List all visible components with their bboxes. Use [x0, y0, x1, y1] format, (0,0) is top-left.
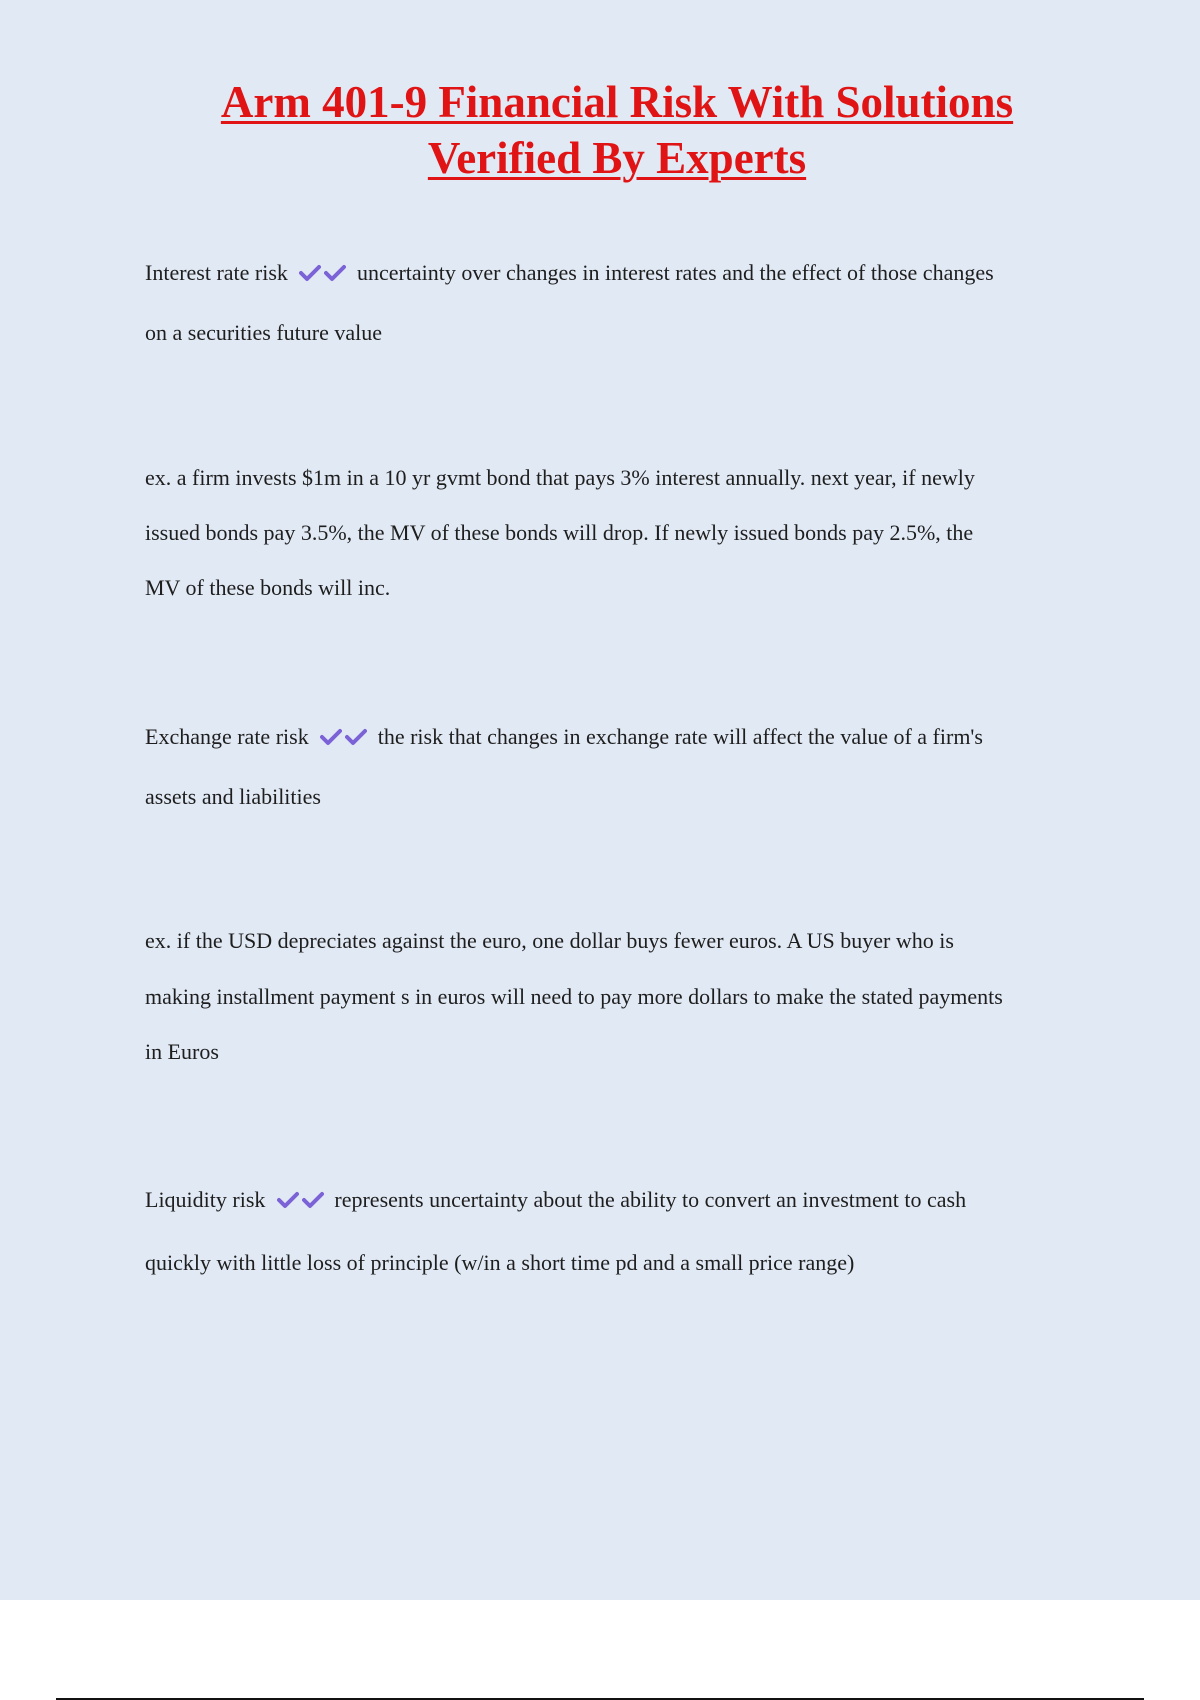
example-line: MV of these bonds will inc. — [145, 575, 391, 600]
title-line-1: Arm 401-9 Financial Risk With Solutions — [220, 77, 1014, 127]
checkmark-icon — [302, 1191, 324, 1209]
document-title — [0, 74, 1200, 186]
definition-line — [145, 258, 1105, 288]
definition-text: the risk that changes in exchange rate will affect the value of a firm's — [377, 724, 983, 749]
example-line: issued bonds pay 3.5%, the MV of these bonds will drop. If newly issued bonds pay 2.5%, the — [145, 520, 974, 545]
check-pair — [277, 1185, 327, 1215]
definition-line — [145, 722, 1105, 752]
definition-line: quickly with little loss of principle (w/in a short time pd and a small price range) — [145, 1250, 855, 1275]
term-label: Interest rate risk — [145, 260, 288, 285]
definition-line: on a securities future value — [145, 320, 383, 345]
definition-interest-rate-risk — [145, 258, 1105, 348]
check-pair — [299, 258, 349, 288]
example-line: making installment payment s in euros will need to pay more dollars to make the stated payments — [145, 984, 1003, 1009]
definition-exchange-rate-risk — [145, 722, 1105, 812]
definition-text: represents uncertainty about the ability to convert an investment to cash — [334, 1187, 967, 1212]
example-line: ex. a firm invests $1m in a 10 yr gvmt bond that pays 3% interest annually. next year, if newly — [145, 465, 975, 490]
definition-liquidity-risk — [145, 1185, 1105, 1278]
check-pair — [320, 722, 370, 752]
example-bond — [145, 463, 1105, 603]
checkmark-icon — [299, 264, 321, 282]
definition-line: assets and liabilities — [145, 784, 321, 809]
term-label: Liquidity risk — [145, 1187, 266, 1212]
title-line-2: Verified By Experts — [427, 133, 807, 183]
definition-line — [145, 1185, 1105, 1215]
definition-text: uncertainty over changes in interest rates and the effect of those changes — [356, 260, 994, 285]
term-label: Exchange rate risk — [145, 724, 309, 749]
example-line: ex. if the USD depreciates against the euro, one dollar buys fewer euros. A US buyer who is — [145, 928, 954, 953]
checkmark-icon — [324, 264, 346, 282]
example-line: in Euros — [145, 1039, 219, 1064]
example-currency — [145, 926, 1105, 1067]
checkmark-icon — [277, 1191, 299, 1209]
checkmark-icon — [320, 728, 342, 746]
checkmark-icon — [345, 728, 367, 746]
